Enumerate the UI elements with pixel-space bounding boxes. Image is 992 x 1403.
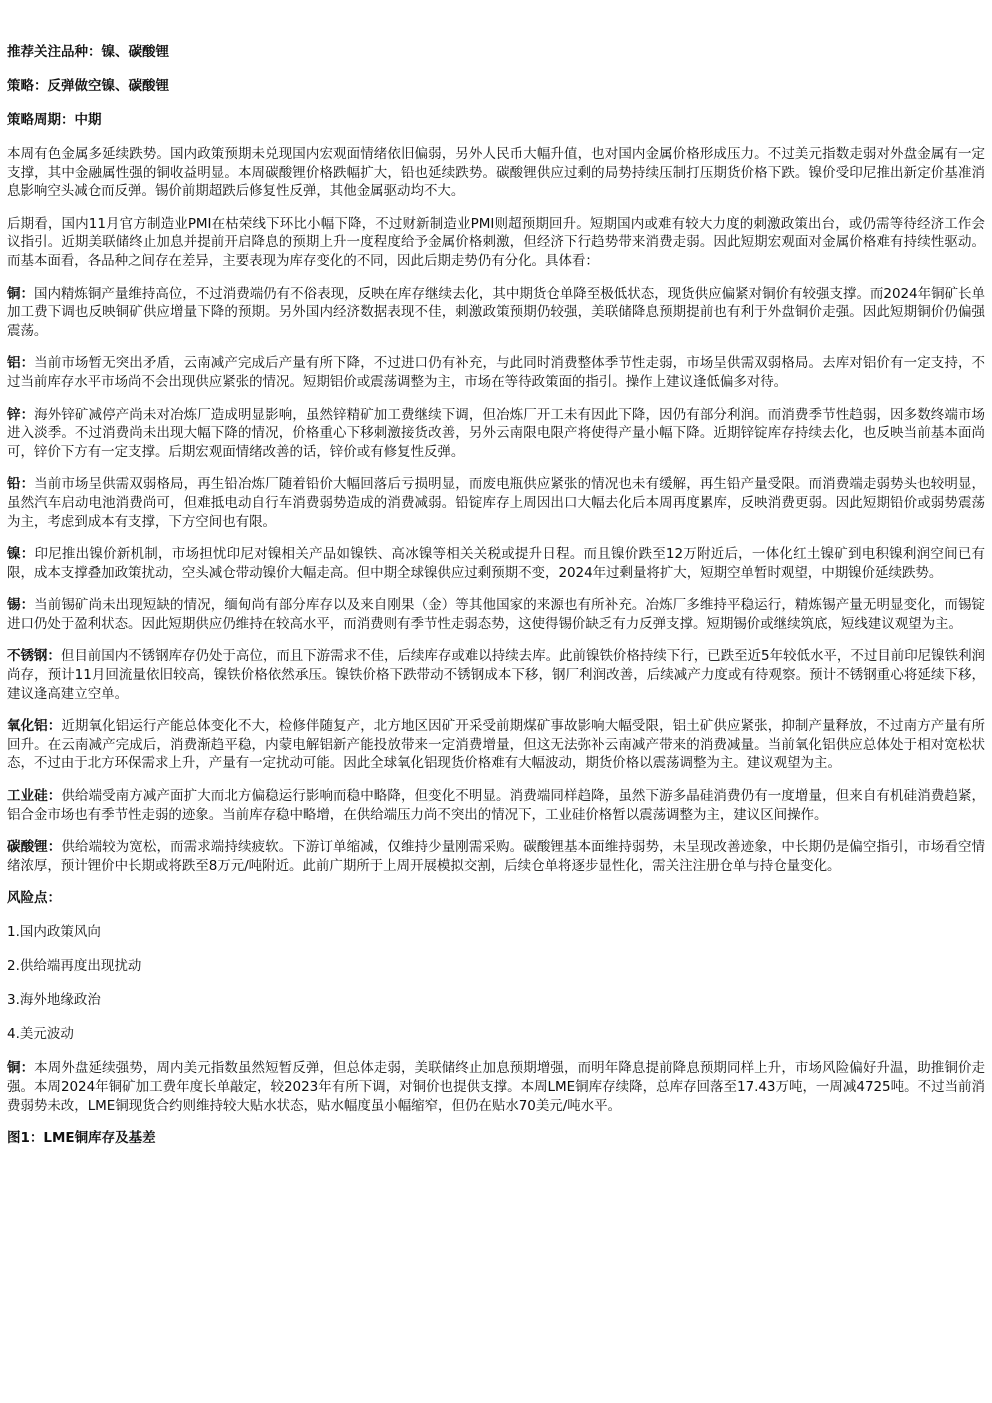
lithium-carbonate-paragraph — [7, 838, 985, 875]
industrial-silicon-text: 供给端受南方减产面扩大而北方偏稳运行影响而稳中略降，但变化不明显。消费端同样趋降，虽然下游多晶硅消费仍有一度增量，但来自有机硅消费趋紧，铝合金市场也有季节性走弱的迹象。当前库存稳中略增，在供给端压力尚不突出的情况下，工业硅价格暂以震荡调整为主，建议区间操作。 — [7, 788, 985, 823]
intro-paragraph: 本周有色金属多延续跌势。国内政策预期未兑现国内宏观面情绪依旧偏弱，另外人民币大幅升值，也对国内金属价格形成压力。不过美元指数走弱对外盘金属有一定支撑，其中金融属性强的铜收益明显。本周碳酸锂价格跌幅扩大，铅也延续跌势。碳酸锂供应过剩的局势持续压制打压期货价格下跌。镍价受印尼推出新定价基准消息影响空头减仓而反弹。锡价前期超跌后修复性反弹，其他金属驱动均不大。 — [7, 146, 985, 200]
nickel-paragraph — [7, 545, 985, 582]
stainless-steel-text: 但目前国内不锈钢库存仍处于高位，而且下游需求不佳，后续库存或难以持续去库。此前镍铁价格持续下行，已跌至近5年较低水平，不过目前印尼镍铁利润尚存，预计11月回流量依旧较高，镍铁价格依然承压。镍铁价格下跌带动不锈钢成本下移，钢厂利润改善，后续减产力度或有待观察。预计不锈钢重心将延续下移，建议逢高建立空单。 — [7, 648, 985, 702]
strategy-heading: 策略：反弹做空镍、碳酸锂 — [7, 78, 169, 94]
period-heading: 策略周期：中期 — [7, 112, 102, 128]
lead-metal-text: 当前市场呈供需双弱格局，再生铅冶炼厂随着铅价大幅回落后亏损明显，而废电瓶供应紧张的情况也未有缓解，再生铅产量受限。而消费端走弱势头也较明显，虽然汽车启动电池消费尚可，但难抵电动自行车消费弱势造成的消费减弱。铅锭库存上周因出口大幅去化后本周再度累库，反映消费更弱。因此短期铅价或弱势震荡为主，考虑到成本有支撑，下方空间也有限。 — [7, 476, 985, 530]
tin-text: 当前锡矿尚未出现短缺的情况，缅甸尚有部分库存以及来自刚果（金）等其他国家的来源也有所补充。冶炼厂多维持平稳运行，精炼锡产量无明显变化，而锡锭进口仍处于盈利状态。因此短期供应仍维持在较高水平，而消费则有季节性走弱态势，这使得锡价缺乏有力反弹支撑。短期锡价或继续筑底，短线建议观望为主。 — [7, 597, 985, 632]
alumina-label: 氧化铝： — [7, 718, 62, 735]
copper-text: 国内精炼铜产量维持高位，不过消费端仍有不俗表现，反映在库存继续去化，其中期货仓单降至极低状态，现货供应偏紧对铜价有较强支撑。而2024年铜矿长单加工费下调也反映铜矿供应增量下降的预期。另外国内经济数据表现不佳，刺激政策预期仍较强，美联储降息预期提前也有利于外盘铜价走强。因此短期铜价仍偏强震荡。 — [7, 285, 985, 339]
alumina-paragraph — [7, 717, 985, 773]
tin-paragraph — [7, 596, 985, 633]
risk-heading: 风险点： — [7, 890, 61, 907]
stainless-steel-label: 不锈钢： — [7, 648, 61, 665]
figure-title: 图1：LME铜库存及基差 — [7, 1130, 156, 1147]
industrial-silicon-label: 工业硅： — [7, 788, 62, 805]
outlook-paragraph: 后期看，国内11月官方制造业PMI在枯荣线下环比小幅下降，不过财新制造业PMI则超预期回升。短期国内或难有较大力度的刺激政策出台，或仍需等待经济工作会议指引。近期美联储终止加息并提前开启降息的预期上升一度程度给予金属价格刺激，但经济下行趋势带来消费走弱。因此短期宏观面对金属价格难有持续性驱动。而基本面看，各品种之间存在差异，主要表现为库存变化的不同，因此后期走势仍有分化。具体看： — [7, 215, 985, 269]
zinc-text: 海外锌矿减停产尚未对冶炼厂造成明显影响，虽然锌精矿加工费继续下调，但冶炼厂开工未有因此下降，因仍有部分利润。而消费季节性趋弱，因多数终端市场进入淡季。不过消费尚未出现大幅下降的情况，价格重心下移刺激接货改善，另外云南限电限产将使得产量小幅下降。近期锌锭库存持续去化，也反映当前基本面尚可，锌价下方有一定支撑。后期宏观面情绪改善的话，锌价或有修复性反弹。 — [7, 406, 985, 460]
zinc-paragraph — [7, 406, 985, 462]
lithium-carbonate-text: 供给端较为宽松，而需求端持续疲软。下游订单缩减，仅维持少量刚需采购。碳酸锂基本面维持弱势，未呈现改善迹象，中长期仍是偏空指引，市场看空情绪浓厚，预计锂价中长期或将跌至8万元/吨附近。此前广期所于上周开展模拟交割，后续仓单将逐步显性化，需关注注册仓单与持仓量变化。 — [7, 839, 985, 874]
risk-item-geopolitics: 3.海外地缘政治 — [7, 992, 101, 1009]
aluminum-text: 当前市场暂无突出矛盾，云南减产完成后产量有所下降，不过进口仍有补充，与此同时消费整体季节性走弱，市场呈供需双弱格局。去库对铝价有一定支持，不过当前库存水平市场尚不会出现供应紧张的情况。短期铝价或震荡调整为主，市场在等待政策面的指引。操作上建议逢低偏多对待。 — [7, 355, 985, 390]
lithium-carbonate-label: 碳酸锂： — [7, 839, 62, 856]
copper-weekly-label: 铜： — [7, 1060, 35, 1077]
tin-label: 锡： — [7, 597, 35, 614]
focus-heading: 推荐关注品种：镍、碳酸锂 — [7, 44, 169, 60]
risk-item-policy: 1.国内政策风向 — [7, 924, 101, 941]
lead-metal-label: 铅： — [7, 476, 35, 493]
nickel-label: 镍： — [7, 546, 35, 563]
alumina-text: 近期氧化铝运行产能总体变化不大，检修伴随复产，北方地区因矿开采受前期煤矿事故影响大幅受限，铝土矿供应紧张，抑制产量释放，不过南方产量有所回升。在云南减产完成后，消费渐趋平稳，内蒙电解铝新产能投放带来一定消费增量，但这无法弥补云南减产带来的消费减量。当前氧化铝供应总体处于相对宽松状态，不过由于北方环保需求上升，产量有一定扰动可能。因此全球氧化铝现货价格难有大幅波动，期货价格以震荡调整为主。建议观望为主。 — [7, 718, 985, 772]
zinc-label: 锌： — [7, 406, 35, 423]
stainless-steel-paragraph — [7, 647, 985, 703]
risk-item-dollar: 4.美元波动 — [7, 1026, 74, 1043]
copper-weekly-paragraph — [7, 1059, 985, 1115]
aluminum-paragraph — [7, 354, 985, 391]
copper-weekly-text: 本周外盘延续强势，周内美元指数虽然短暂反弹，但总体走弱，美联储终止加息预期增强，而明年降息提前降息预期同样上升，市场风险偏好升温，助推铜价走强。本周2024年铜矿加工费年度长单敲定，较2023年有所下调，对铜价也提供支撑。本周LME铜库存续降，总库存回落至17.43万吨，一周减4725吨。不过当前消费弱势未改，LME铜现货合约则维持较大贴水状态，贴水幅度虽小幅缩窄，但仍在贴水70美元/吨水平。 — [7, 1060, 985, 1114]
nickel-text: 印尼推出镍价新机制，市场担忧印尼对镍相关产品如镍铁、高冰镍等相关关税或提升日程。而且镍价跌至12万附近后，一体化红土镍矿到电积镍利润空间已有限，成本支撑叠加政策扰动，空头减仓带动镍价大幅走高。但中期全球镍供应过剩预期不变，2024年过剩量将扩大，短期空单暂时观望，中期镍价延续跌势。 — [7, 546, 985, 581]
risk-item-supply: 2.供给端再度出现扰动 — [7, 958, 142, 975]
copper-paragraph — [7, 285, 985, 341]
aluminum-label: 铝： — [7, 355, 35, 372]
industrial-silicon-paragraph — [7, 787, 985, 824]
copper-label: 铜： — [7, 285, 34, 302]
lead-metal-paragraph — [7, 475, 985, 531]
